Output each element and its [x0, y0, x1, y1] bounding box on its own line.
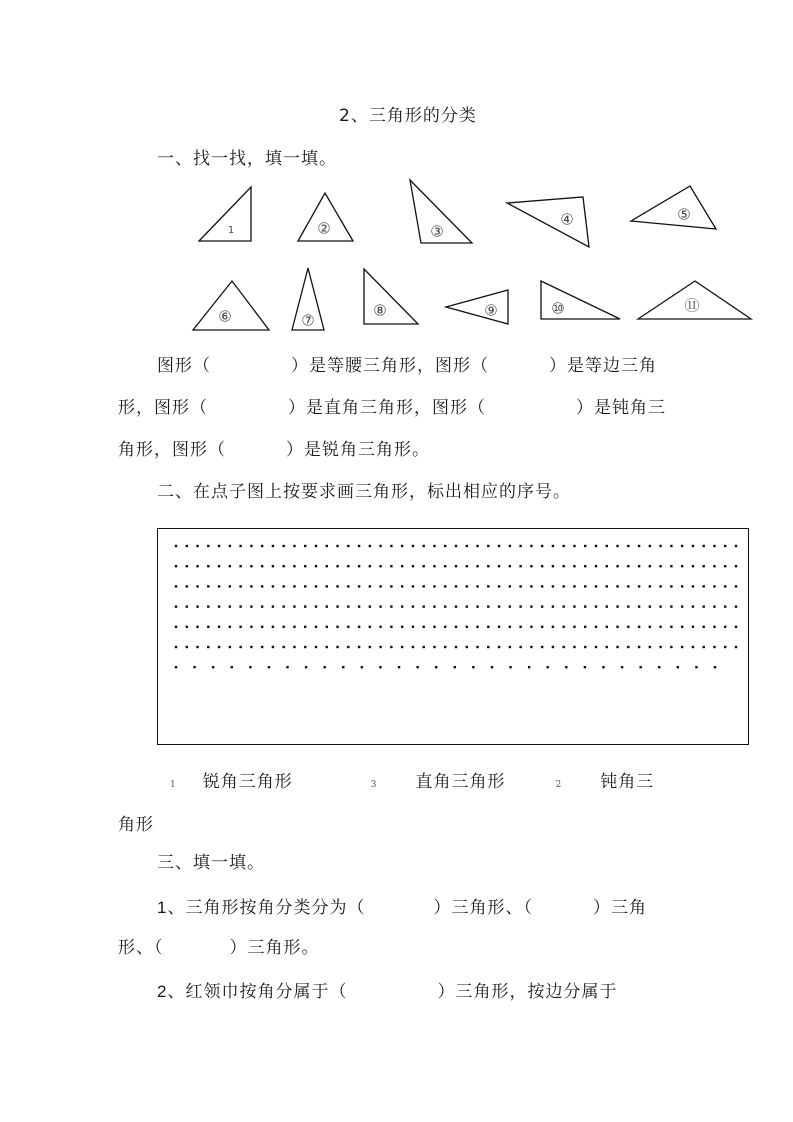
text: 图形（	[157, 356, 211, 376]
triangle-figure-10	[541, 281, 620, 319]
triangle-label: ③	[430, 222, 444, 241]
triangle-figure-9	[446, 290, 508, 324]
question-2	[157, 982, 617, 1002]
triangle-label: ⑥	[218, 307, 232, 326]
legend-label-obtuse: 钝角三	[600, 772, 655, 792]
triangle-figure-11	[638, 281, 751, 319]
triangle-figure-3	[410, 180, 472, 243]
fill-line-2	[118, 398, 666, 418]
triangle-figure-4	[507, 197, 589, 247]
text: 、三角形按角分类分为（	[167, 898, 366, 918]
text: ）三角形。	[229, 938, 320, 958]
text: ）是等边三角	[549, 356, 657, 376]
text: ）是等腰三角形，图形（	[291, 356, 489, 376]
triangle-figure-7	[292, 268, 324, 330]
triangle-label: 1	[227, 225, 235, 236]
text: 形、（	[118, 938, 164, 958]
section1-heading: 一、找一找，填一填。	[157, 149, 337, 169]
triangle-label: ⑧	[373, 301, 387, 320]
triangle-label: ⑪	[684, 296, 700, 315]
dot-grid-box[interactable]	[157, 528, 749, 745]
question-1	[157, 898, 647, 918]
legend-label-acute: 锐角三角形	[202, 772, 293, 792]
triangle-figure-8	[364, 269, 418, 324]
legend-num-1: 1	[170, 780, 177, 790]
text: ）三角形、（	[433, 898, 533, 918]
legend-num-3: 3	[370, 780, 378, 790]
q-num: 1	[157, 898, 168, 917]
text: 形，图形（	[118, 398, 208, 418]
text: ）是钝角三	[576, 398, 666, 418]
triangle-label: ⑩	[551, 299, 565, 318]
fill-line-1	[157, 356, 657, 376]
triangle-label: ⑤	[677, 205, 691, 224]
text: ）是锐角三角形。	[286, 440, 430, 460]
text: 、红领巾按角分属于（	[167, 982, 348, 1002]
section3-heading: 三、填一填。	[157, 853, 265, 873]
triangle-figures	[0, 0, 793, 345]
question-1-wrap	[118, 938, 320, 958]
legend-label-right: 直角三角形	[415, 772, 506, 792]
dot-grid	[158, 529, 748, 744]
triangle-figure-2	[298, 193, 353, 241]
q-num: 2	[157, 982, 168, 1001]
triangle-label: ②	[317, 219, 331, 238]
legend-wrap: 角形	[118, 815, 154, 835]
legend-row	[170, 772, 654, 795]
text: 角形，图形（	[118, 440, 226, 460]
triangle-label: ⑦	[301, 311, 315, 330]
triangle-figure-6	[193, 281, 269, 330]
text: ）三角	[592, 898, 647, 918]
legend-num-2: 2	[555, 780, 563, 790]
text: ）是直角三角形，图形（	[288, 398, 486, 418]
triangle-label: ④	[560, 210, 574, 229]
triangle-label: ⑨	[484, 301, 498, 320]
triangle-figure-5	[631, 186, 716, 229]
fill-line-3	[118, 440, 430, 460]
text: ）三角形，按边分属于	[437, 982, 618, 1002]
page-title: 2、三角形的分类	[339, 106, 477, 126]
section2-heading: 二、在点子图上按要求画三角形，标出相应的序号。	[157, 482, 571, 502]
triangle-figure-1	[199, 187, 251, 241]
